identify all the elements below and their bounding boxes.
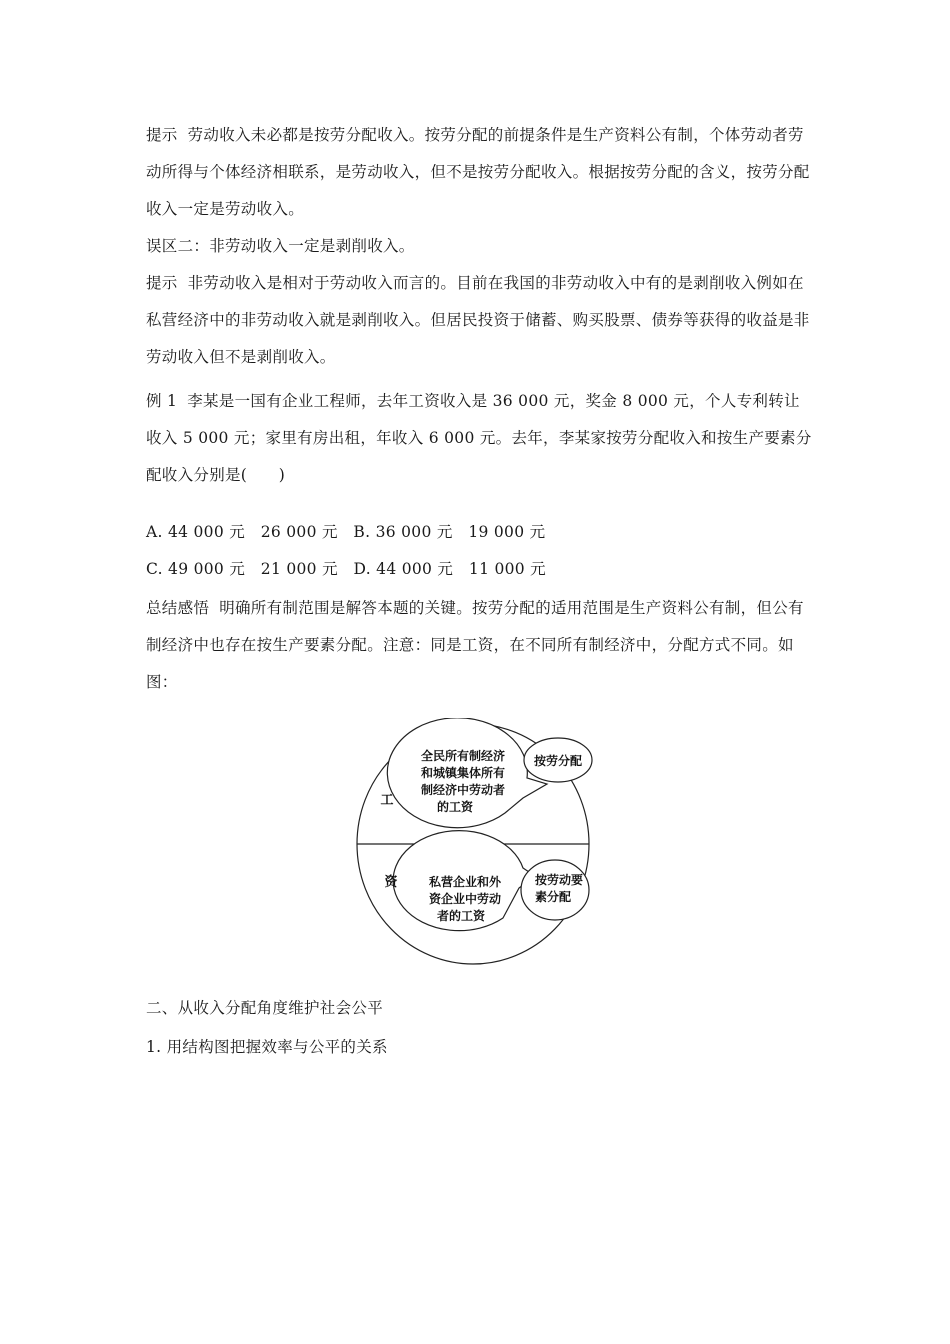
hint-label: 提示 [146, 126, 178, 144]
hint-paragraph-2 [146, 265, 812, 376]
option-line-ab: A. 44 000 元 26 000 元 B. 36 000 元 19 000 元 [146, 523, 546, 541]
example-paragraph [146, 383, 812, 494]
misconception-heading: 误区二：非劳动收入一定是剥削收入。 [146, 237, 415, 255]
bottom-bubble-line-2: 资企业中劳动 [428, 892, 502, 906]
example-label: 例 1 [146, 392, 178, 410]
summary-text: 明确所有制范围是解答本题的关键。按劳分配的适用范围是生产资料公有制，但公有制经济中也存在按生产要素分配。注意：同是工资，在不同所有制经济中，分配方式不同。如图： [146, 599, 804, 691]
example-text: 李某是一国有企业工程师，去年工资收入是 36 000 元，奖金 8 000 元，个人专利转让收入 5 000 元；家里有房出租，年收入 6 000 元。去年，李某家按劳分配收入和按生产要素分配收入分别是( ) [146, 392, 812, 484]
top-bubble-line-3: 制经济中劳动者 [420, 783, 506, 797]
bottom-bubble-line-3: 者的工资 [436, 909, 486, 923]
top-bubble-line-2: 和城镇集体所有 [420, 766, 506, 780]
summary-paragraph [146, 590, 812, 701]
hint-paragraph-1 [146, 117, 812, 228]
summary-label: 总结感悟 [146, 599, 210, 617]
bottom-tag-line-2: 素分配 [534, 890, 572, 904]
hint-text: 劳动收入未必都是按劳分配收入。按劳分配的前提条件是生产资料公有制，个体劳动者劳动所得与个体经济相联系，是劳动收入，但不是按劳分配收入。根据按劳分配的含义，按劳分配收入一定是劳动收入。 [146, 126, 810, 218]
label-gong: 工 [380, 793, 394, 808]
bottom-bubble-line-1: 私营企业和外 [428, 875, 502, 889]
hint-text: 非劳动收入是相对于劳动收入而言的。目前在我国的非劳动收入中有的是剥削收入例如在私营经济中的非劳动收入就是剥削收入。但居民投资于储蓄、购买股票、债券等获得的收益是非劳动收入但不是剥削收入。 [146, 274, 810, 366]
label-zi: 资 [384, 875, 398, 890]
subsection-heading: 1. 用结构图把握效率与公平的关系 [146, 1038, 388, 1056]
wage-distribution-diagram [355, 718, 595, 966]
top-tag-text: 按劳分配 [533, 754, 583, 768]
top-bubble-line-4: 的工资 [436, 800, 474, 814]
bottom-tag-line-1: 按劳动要 [534, 873, 584, 887]
top-bubble-line-1: 全民所有制经济 [420, 749, 506, 763]
option-line-cd: C. 49 000 元 21 000 元 D. 44 000 元 11 000 元 [146, 560, 546, 578]
hint-label: 提示 [146, 274, 178, 292]
section-heading: 二、从收入分配角度维护社会公平 [146, 999, 384, 1017]
